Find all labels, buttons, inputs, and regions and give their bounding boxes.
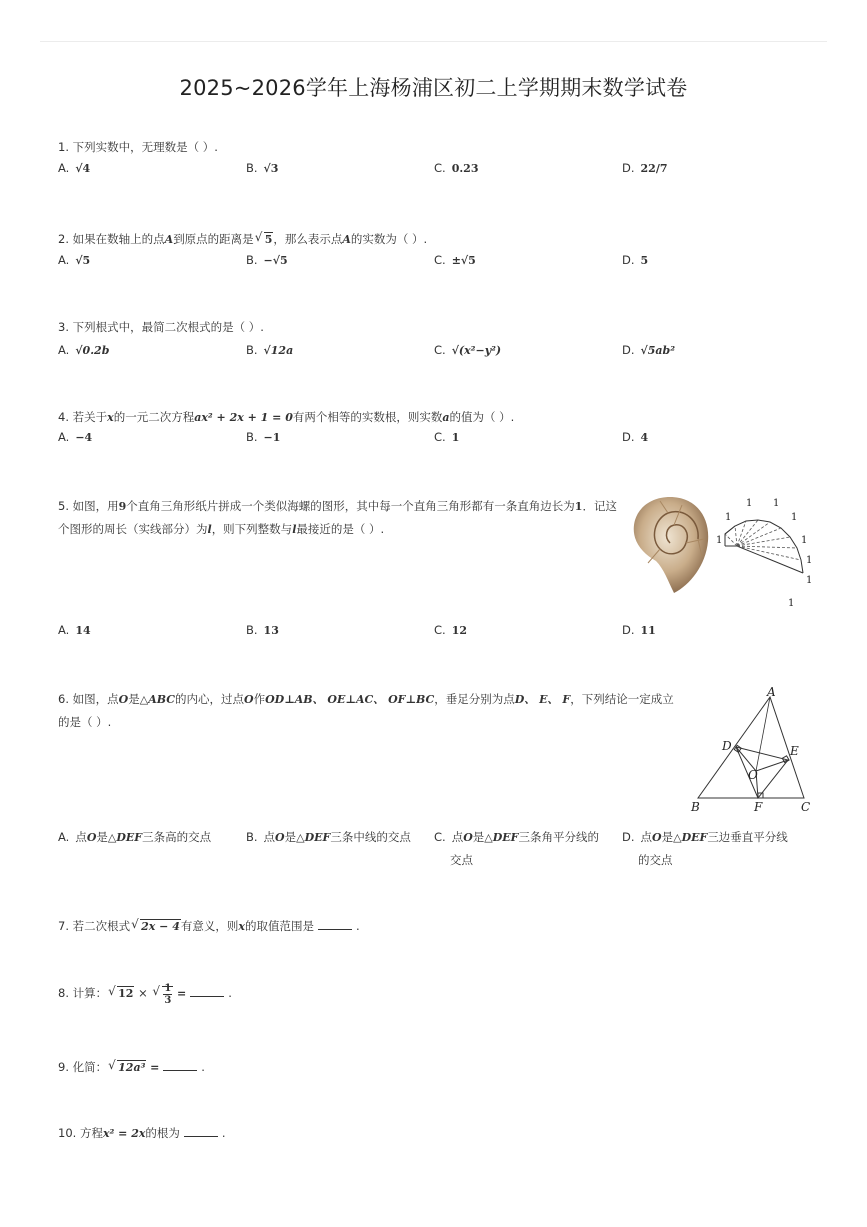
point-label-b: B	[691, 800, 700, 814]
fig-label: 1	[716, 535, 723, 546]
question-8	[58, 982, 818, 1006]
nautilus-shell-image	[630, 493, 712, 597]
question-stem: 2. 如果在数轴上的点A到原点的距离是√ 5，那么表示点A的实数为（ ）.	[58, 228, 818, 251]
option-c[interactable]: C. 1	[434, 430, 460, 444]
option-a[interactable]: A. √4	[58, 161, 91, 175]
question-5	[58, 495, 628, 541]
option-b[interactable]: B. 13	[246, 623, 279, 637]
option-a[interactable]: A. 点O是△DEF三条高的交点	[58, 830, 212, 844]
fig-label: 1	[788, 598, 795, 609]
option-b[interactable]: B. −1	[246, 430, 281, 444]
triangle-incircle-figure	[688, 685, 812, 817]
option-d[interactable]: D. 点O是△DEF三边垂直平分线 的交点	[622, 830, 788, 867]
answer-blank[interactable]	[163, 1070, 197, 1071]
answer-blank[interactable]	[184, 1136, 218, 1137]
point-label-d: D	[722, 739, 732, 753]
question-1	[58, 136, 818, 175]
point-label-c: C	[801, 800, 811, 814]
option-a[interactable]: A. √0.2b	[58, 343, 110, 357]
question-stem: 5. 如图，用9个直角三角形纸片拼成一个类似海螺的图形，其中每一个直角三角形都有一条直角边长为1．记这个图形的周长（实线部分）为l，则下列整数与l最接近的是（ ）.	[58, 499, 617, 536]
question-10	[58, 1122, 818, 1145]
fig-label: 1	[773, 498, 780, 509]
question-9	[58, 1056, 818, 1079]
fig-label: 1	[806, 555, 813, 566]
fraction: √ $\frac{1}{3}$	[164, 982, 172, 1006]
point-label-e: E	[790, 744, 799, 758]
header-divider	[40, 41, 827, 42]
option-c[interactable]: C. 点O是△DEF三条角平分线的 交点	[434, 830, 599, 867]
fig-label: 1	[806, 575, 813, 586]
fig-label: 1	[791, 512, 798, 523]
question-stem: 4. 若关于x的一元二次方程ax² + 2x + 1 = 0有两个相等的实数根，则实数a的值为（ ）.	[58, 410, 515, 424]
option-c[interactable]: C. √(x²−y²)	[434, 343, 502, 357]
option-b[interactable]: B. √3	[246, 161, 279, 175]
point-label-o: O	[748, 768, 758, 782]
option-b[interactable]: B. 点O是△DEF三条中线的交点	[246, 830, 411, 844]
question-2	[58, 228, 818, 267]
point-label-f: F	[754, 800, 763, 814]
option-c[interactable]: C. 0.23	[434, 161, 479, 175]
question-stem: 10. 方程x² = 2x的根为 .	[58, 1126, 226, 1140]
option-d[interactable]: D. 11	[622, 623, 656, 637]
option-b[interactable]: B. −√5	[246, 253, 288, 267]
option-d[interactable]: D. 22/7	[622, 161, 668, 175]
question-7	[58, 915, 818, 938]
option-c[interactable]: C. 12	[434, 623, 467, 637]
question-stem: 8. 计算：√ 12 × √ $\frac{1}{3}$ = .	[58, 982, 818, 1006]
spiral-triangles-figure	[714, 493, 814, 611]
option-a[interactable]: A. −4	[58, 430, 93, 444]
fig-label: 1	[725, 512, 732, 523]
question-3	[58, 316, 818, 357]
question-4	[58, 406, 818, 444]
option-d[interactable]: D. 4	[622, 430, 649, 444]
answer-blank[interactable]	[190, 996, 224, 997]
question-stem: 3. 下列根式中，最简二次根式的是（ ）.	[58, 320, 264, 334]
answer-blank[interactable]	[318, 929, 352, 930]
option-d[interactable]: D. 5	[622, 253, 649, 267]
option-a[interactable]: A. √5	[58, 253, 91, 267]
option-a[interactable]: A. 14	[58, 623, 91, 637]
option-b[interactable]: B. √12a	[246, 343, 294, 357]
question-stem: 6. 如图，点O是△ABC的内心，过点O作OD⊥AB、 OE⊥AC、 OF⊥BC，垂足分别为点D、 E、 F，下列结论一定成立的是（ ）.	[58, 692, 674, 729]
fig-label: 1	[746, 498, 753, 509]
option-c[interactable]: C. ±√5	[434, 253, 476, 267]
question-stem: 1. 下列实数中，无理数是（ ）.	[58, 140, 218, 154]
page-title: 2025~2026学年上海杨浦区初二上学期期末数学试卷	[179, 76, 688, 100]
point-label-a: A	[767, 685, 776, 699]
fig-label: 1	[801, 535, 808, 546]
option-d[interactable]: D. √5ab²	[622, 343, 676, 357]
question-stem: 9. 化简：√ 12a³ = .	[58, 1056, 818, 1079]
question-stem: 7. 若二次根式√ 2x − 4有意义，则x的取值范围是 .	[58, 915, 818, 938]
question-6	[58, 688, 683, 734]
